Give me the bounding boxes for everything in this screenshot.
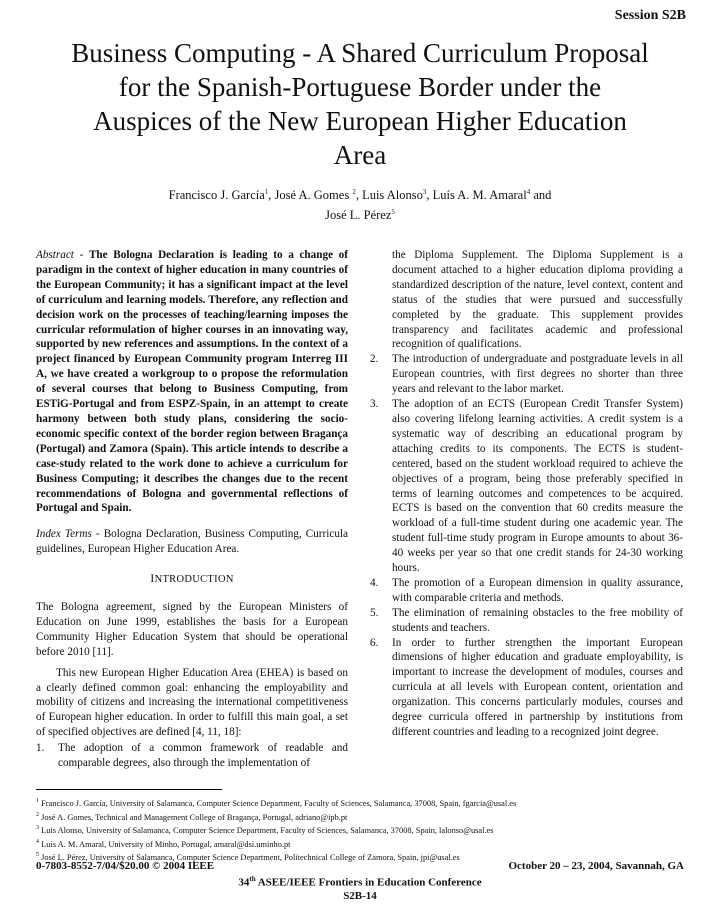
author-name: Luis Alonso	[362, 188, 423, 203]
footnote	[36, 823, 686, 837]
heading-initial: I	[150, 571, 155, 586]
footer-date: October 20 – 23, 2004, Savannah, GA	[508, 860, 684, 872]
index-terms-label: Index Terms	[36, 528, 92, 541]
paper-title	[30, 36, 690, 172]
conference-name: ASEE/IEEE Frontiers in Education Conference	[255, 876, 482, 889]
list-item	[370, 576, 683, 606]
list-item-text: In order to further strengthen the important European dimensions of higher education and graduate employability, is important to increase the development of modules, courses and curricula at all levels with European content, orientation and organization. This concerns particularly modules, courses and degree curricula offered in partnership by institutions from different countries and leading to a recognized joint degree.	[392, 636, 683, 738]
list-item-number: 2.	[370, 353, 379, 366]
footnotes	[36, 796, 686, 864]
list-item-text: The promotion of a European dimension in quality assurance, with comparable criteria and methods.	[392, 576, 683, 604]
abstract-text: The Bologna Declaration is leading to a change of paradigm in the context of higher education in many countries of the European Community; it has a significant impact at the level of curriculum and learning models. Therefore, any reflection and decision work on the processes of teaching/learning imposes the curricular reformulation of higher courses in an innovating way, supported by new references and assumptions. In the context of a project financed by European Community program Interreg III A, we have created a workgroup to o propose the reformulation of several courses that belong to Business Computing, from ESTiG-Portugal and from ESPZ-Spain, in an attempt to create harmony between both study plans, considering the socio-economic specific context of the border region between Bragança (Portugal) and Zamora (Spain). This article intends to describe a case-study related to the work done to achieve a curriculum for Business Computing; it describes the changes due to the recent recommendations of Bologna and governmental reflections of Portugal and Spain.	[36, 249, 349, 515]
footnote-mark: 4	[36, 838, 39, 845]
footer-page-number: S2B-14	[343, 889, 377, 902]
footnote-divider	[36, 789, 222, 790]
session-label: Session S2B	[614, 8, 686, 23]
list-item	[36, 741, 348, 771]
author-separator: and	[530, 188, 552, 203]
title-line: Business Computing - A Shared Curriculum Proposal	[71, 38, 649, 68]
footnote-mark: 1	[36, 798, 39, 804]
intro-paragraph: The Bologna agreement, signed by the European Ministers of Education on June 1999, establishes the basis for a European Community Higher Education System that should be operational before 2010 [11].	[36, 601, 348, 658]
list-item-number: 6.	[370, 636, 379, 649]
list-item-number: 5.	[370, 606, 379, 619]
intro-paragraph: This new European Higher Education Area (EHEA) is based on a clearly defined common goal: enhancing the employability and mobility of citizens and increasing the international competitiveness of European higher education. In order to fulfill this main goal, a set of specified objectives are defined [4, 11, 18]:	[36, 666, 348, 739]
list-item	[370, 606, 683, 636]
list-item-number: 1.	[36, 742, 45, 755]
author-footnote-mark: 3	[422, 188, 427, 196]
author-footnote-mark: 2	[352, 188, 356, 196]
conference-number: 34	[238, 876, 250, 889]
author-separator: ,	[355, 188, 363, 203]
abstract	[36, 248, 348, 516]
footnote	[36, 810, 686, 824]
right-column	[370, 248, 683, 740]
list-item-continuation: the Diploma Supplement. The Diploma Supplement is a document attached to a higher education diploma providing a standardized description of the nature, level context, content and status of the studies that were pursued and successfully completed by the graduate. This supplement provides transparency and facilitates academic and professional recognition of qualifications.	[392, 249, 683, 351]
abstract-dash: -	[73, 249, 89, 261]
list-item-text: The adoption of an ECTS (European Credit Transfer System) also covering lifelong learning activities. A credit system is a systematic way of describing an educational program by attaching credits to its components. The ECTS is student-centered, based on the student workload required to achieve the objectives of a program, being those preferably specified in terms of learning outcomes and competences to be acquired. ECTS is based on the convention that 60 credits measure the workload of a full-time student during one academic year. The student full-time study program in Europe amounts to about 36-40 weeks per year so that one credit stands for 24-30 working hours.	[392, 398, 683, 575]
footnote	[36, 837, 686, 851]
footnote-text: Francisco J. García, University of Salamanca, Computer Science Department, Faculty of Sciences, Salamanca, 37008, Spain, fgarcia@usal.es	[41, 798, 517, 808]
list-item	[370, 352, 683, 397]
author-name: Francisco J. García	[168, 188, 265, 203]
footer-conference	[36, 873, 684, 890]
author-list	[40, 184, 680, 224]
heading-rest: NTRODUCTION	[154, 574, 234, 586]
author-footnote-mark: 1	[264, 188, 269, 196]
list-item-text: The elimination of remaining obstacles to the free mobility of students and teachers.	[392, 606, 683, 634]
footnote	[36, 796, 686, 810]
section-heading-introduction	[36, 571, 348, 588]
footnote-mark: 3	[36, 825, 39, 832]
conference-ordinal: th	[249, 875, 256, 883]
index-terms-text: Bologna Declaration, Business Computing, Curricula guidelines, European Higher Education Area.	[36, 528, 348, 556]
list-item	[370, 636, 683, 740]
left-column	[36, 248, 348, 771]
list-item-number: 4.	[370, 576, 379, 589]
footnote-text: José A. Gomes, Technical and Management College of Bragança, Portugal, adriano@ipb.pt	[41, 812, 348, 822]
author-separator: ,	[426, 188, 433, 203]
title-line: Area	[333, 140, 387, 170]
footer-isbn: 0-7803-8552-7/04/$20.00 © 2004 IEEE	[36, 860, 215, 872]
footnote-text: Luis Alonso, University of Salamanca, Computer Science Department, Faculty of Sciences, Salamanca, 37008, Spain, lalonso@usal.es	[41, 825, 494, 835]
author-footnote-mark: 5	[391, 208, 395, 217]
title-line: Auspices of the New European Higher Education	[93, 106, 627, 136]
footnote-mark: 2	[36, 811, 39, 818]
author-separator: ,	[268, 188, 275, 203]
abstract-label: Abstract	[36, 249, 74, 261]
index-terms-dash: -	[91, 528, 104, 541]
page-footer	[36, 860, 684, 903]
author-name: Luís A. M. Amaral	[432, 188, 527, 203]
footnote-mark: 5	[36, 852, 39, 859]
list-item-text: The adoption of a common framework of readable and comparable degrees, also through the implementation of	[58, 742, 348, 770]
list-item-text: The introduction of undergraduate and postgraduate levels in all European countries, with first degrees no shorter than three years and relevant to the labor market.	[392, 353, 683, 396]
author-name: José L. Pérez	[325, 208, 392, 223]
title-line: for the Spanish-Portuguese Border under the	[118, 72, 602, 102]
list-item-number: 3.	[370, 398, 379, 411]
author-name: José A. Gomes	[274, 188, 353, 203]
footnote-text: Luís A. M. Amaral, University of Minho, Portugal, amaral@dsi.uminho.pt	[41, 839, 291, 849]
list-item	[370, 397, 683, 576]
footnote-text: José L. Pérez, University of Salamanca, Computer Science Department, Politechnical College of Zamora, Spain, jpi@usal.es	[41, 853, 460, 863]
author-footnote-mark: 4	[526, 188, 531, 196]
index-terms	[36, 527, 348, 557]
